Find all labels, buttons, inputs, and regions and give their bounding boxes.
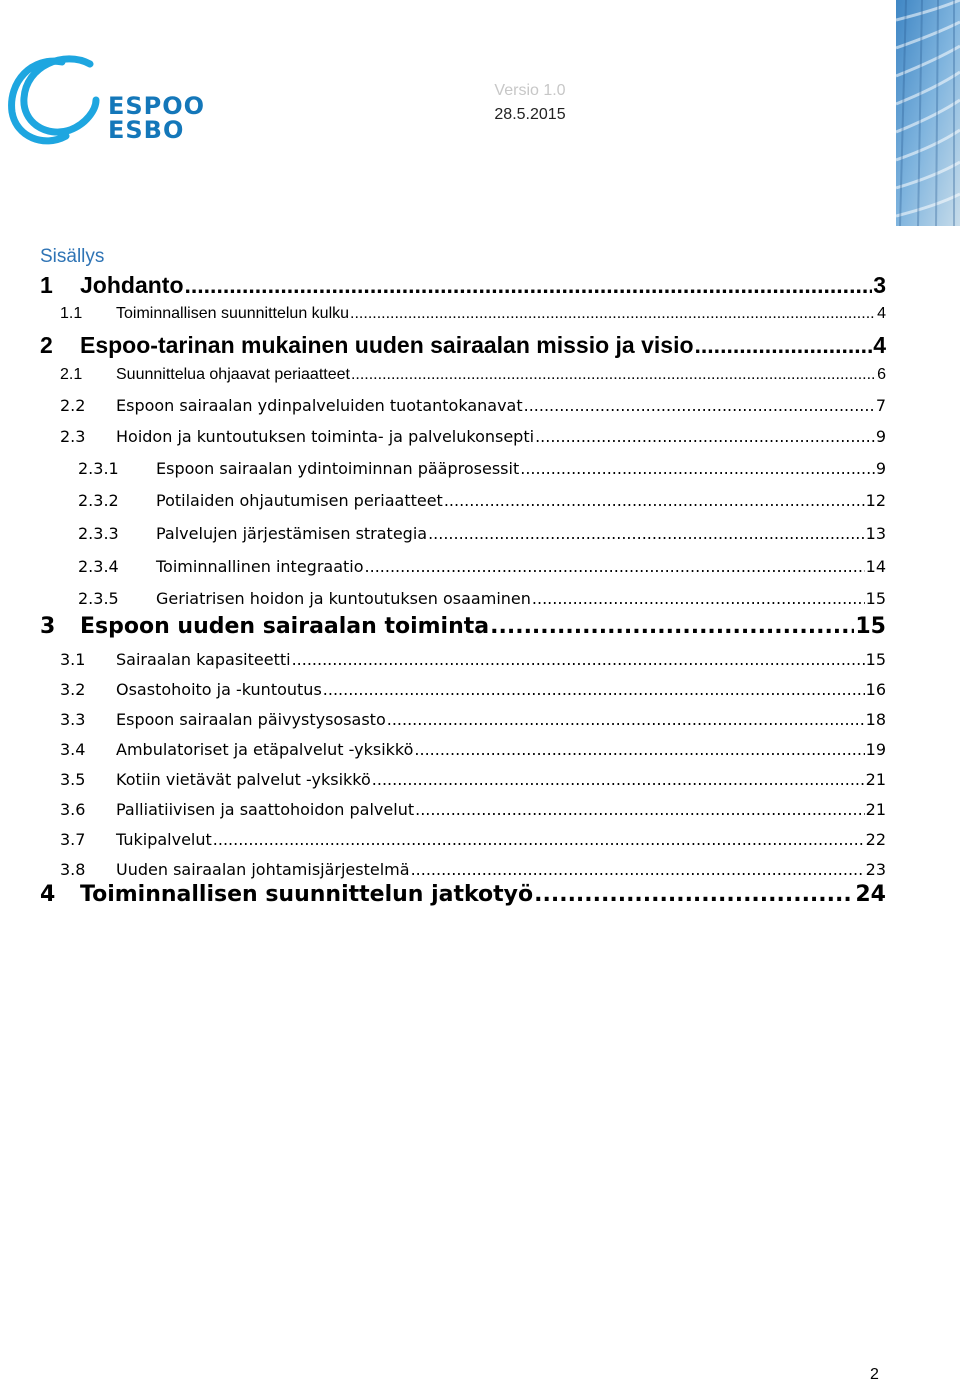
toc-entry[interactable]: 2.3 Hoidon ja kuntoutuksen toiminta- ja palvelukonsepti ..... 9 (60, 427, 886, 446)
toc-entry[interactable]: 2 Espoo-tarinan mukainen uuden sairaalan missio ja visio ..... 4 (40, 332, 886, 359)
toc-entry[interactable]: 3.7 Tukipalvelut ..... 22 (60, 830, 886, 849)
toc-entry[interactable]: 2.1 Suunnittelua ohjaavat periaatteet ..... 6 (60, 366, 886, 384)
version-date: 28.5.2015 (494, 106, 566, 123)
toc-entry[interactable]: 3.6 Palliatiivisen ja saattohoidon palvelut ..... 21 (60, 800, 886, 819)
logo-text-esbo: ESBO (108, 116, 185, 144)
toc-entry[interactable]: 2.3.4 Toiminnallinen integraatio ..... 14 (78, 557, 886, 576)
version-label: Versio 1.0 (494, 82, 566, 99)
toc-entry[interactable]: 3.2 Osastohoito ja -kuntoutus ..... 16 (60, 680, 886, 699)
toc-entry[interactable]: 2.3.5 Geriatrisen hoidon ja kuntoutuksen osaaminen ..... 15 (78, 589, 886, 608)
logo-text-espoo: ESPOO (108, 92, 206, 120)
toc-entry[interactable]: 2.3.2 Potilaiden ohjautumisen periaatteet ..... 12 (78, 491, 886, 510)
toc-heading: Sisällys (40, 246, 105, 267)
toc-entry[interactable]: 3.1 Sairaalan kapasiteetti ..... 15 (60, 650, 886, 669)
toc-entry[interactable]: 3.3 Espoon sairaalan päivystysosasto ..... 18 (60, 710, 886, 729)
toc-entry[interactable]: 3.4 Ambulatoriset ja etäpalvelut -yksikkö ..... 19 (60, 740, 886, 759)
toc-entry[interactable]: 3 Espoon uuden sairaalan toiminta ..... 15 (40, 614, 886, 639)
toc-entry[interactable]: 4 Toiminnallisen suunnittelun jatkotyö ..... 24 (40, 882, 886, 907)
toc-entry[interactable]: 3.8 Uuden sairaalan johtamisjärjestelmä ..... 23 (60, 860, 886, 879)
toc-entry[interactable]: 2.3.3 Palvelujen järjestämisen strategia ..... 13 (78, 524, 886, 543)
toc-entry[interactable]: 1 Johdanto ..... 3 (40, 272, 886, 299)
toc-entry[interactable]: 2.2 Espoon sairaalan ydinpalveluiden tuotantokanavat ..... 7 (60, 396, 886, 415)
page-number: 2 (870, 1366, 879, 1383)
toc-entry[interactable]: 3.5 Kotiin vietävät palvelut -yksikkö ..... 21 (60, 770, 886, 789)
toc-entry[interactable]: 1.1 Toiminnallisen suunnittelun kulku ..... 4 (60, 305, 886, 323)
toc-entry[interactable]: 2.3.1 Espoon sairaalan ydintoiminnan pääprosessit ..... 9 (78, 459, 886, 478)
